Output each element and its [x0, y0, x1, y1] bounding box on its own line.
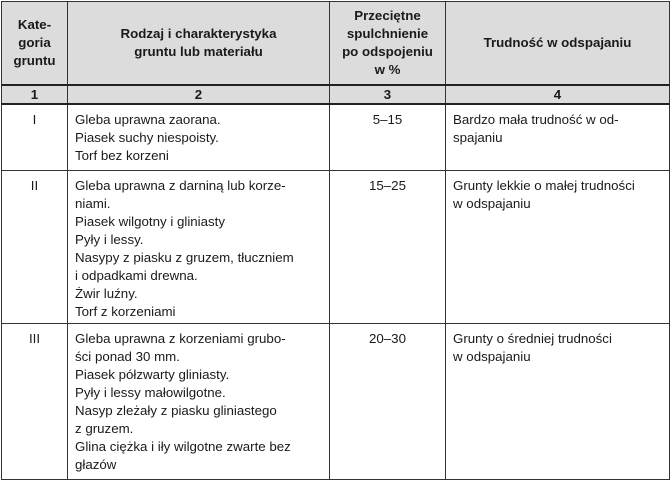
description-line: Gleba uprawna zaorana. [75, 112, 221, 127]
difficulty-line: w odspajaniu [453, 196, 531, 211]
difficulty-line: spajaniu [453, 130, 503, 145]
table-row [2, 324, 670, 480]
difficulty-cell [446, 104, 670, 171]
description-line: Piasek półzwarty gliniasty. [75, 367, 230, 382]
column-number: 2 [68, 85, 330, 104]
table-row [2, 171, 670, 324]
description-line: ści ponad 30 mm. [75, 349, 180, 364]
header-loosening: Przeciętne spulchnienie po odspojeniu w % [330, 2, 446, 86]
description-line: z gruzem. [75, 421, 134, 436]
header-row [2, 2, 670, 86]
description-line: Gleba uprawna z korzeniami grubo- [75, 331, 286, 346]
description-line: Nasyp zleżały z piasku gliniastego [75, 403, 277, 418]
description-line: Pyły i lessy. [75, 232, 144, 247]
description-line: Piasek wilgotny i gliniasty [75, 214, 226, 229]
category-cell: III [2, 324, 68, 480]
header-type: Rodzaj i charakterystyka gruntu lub materiału [68, 2, 330, 86]
header-difficulty: Trudność w odspajaniu [446, 2, 670, 86]
description-line: głazów [75, 457, 117, 472]
description-line: Pyły i lessy małowilgotne. [75, 385, 226, 400]
description-line: Nasypy z piasku z gruzem, tłuczniem [75, 250, 294, 265]
category-cell: I [2, 104, 68, 171]
column-number: 4 [446, 85, 670, 104]
difficulty-cell [446, 324, 670, 480]
difficulty-line: Grunty o średniej trudności [453, 331, 612, 346]
description-cell [68, 324, 330, 480]
description-line: Piasek suchy niespoisty. [75, 130, 219, 145]
difficulty-line: Grunty lekkie o małej trudności [453, 178, 635, 193]
difficulty-line: Bardzo mała trudność w od- [453, 112, 619, 127]
header-category: Kate- goria gruntu [2, 2, 68, 86]
description-line: Żwir luźny. [75, 286, 138, 301]
description-cell [68, 171, 330, 324]
difficulty-line: w odspajaniu [453, 349, 531, 364]
column-number: 3 [330, 85, 446, 104]
description-cell [68, 104, 330, 171]
loosening-cell: 5–15 [330, 104, 446, 171]
category-cell: II [2, 171, 68, 324]
description-line: i odpadkami drewna. [75, 268, 198, 283]
column-number-row [2, 85, 670, 104]
table-row [2, 104, 670, 171]
loosening-cell: 20–30 [330, 324, 446, 480]
soil-category-table [1, 1, 670, 480]
description-line: Glina ciężka i iły wilgotne zwarte bez [75, 439, 291, 454]
description-line: Torf z korzeniami [75, 304, 176, 319]
description-line: niami. [75, 196, 111, 211]
column-number: 1 [2, 85, 68, 104]
description-line: Gleba uprawna z darniną lub korze- [75, 178, 286, 193]
description-line: Torf bez korzeni [75, 148, 169, 163]
difficulty-cell [446, 171, 670, 324]
loosening-cell: 15–25 [330, 171, 446, 324]
